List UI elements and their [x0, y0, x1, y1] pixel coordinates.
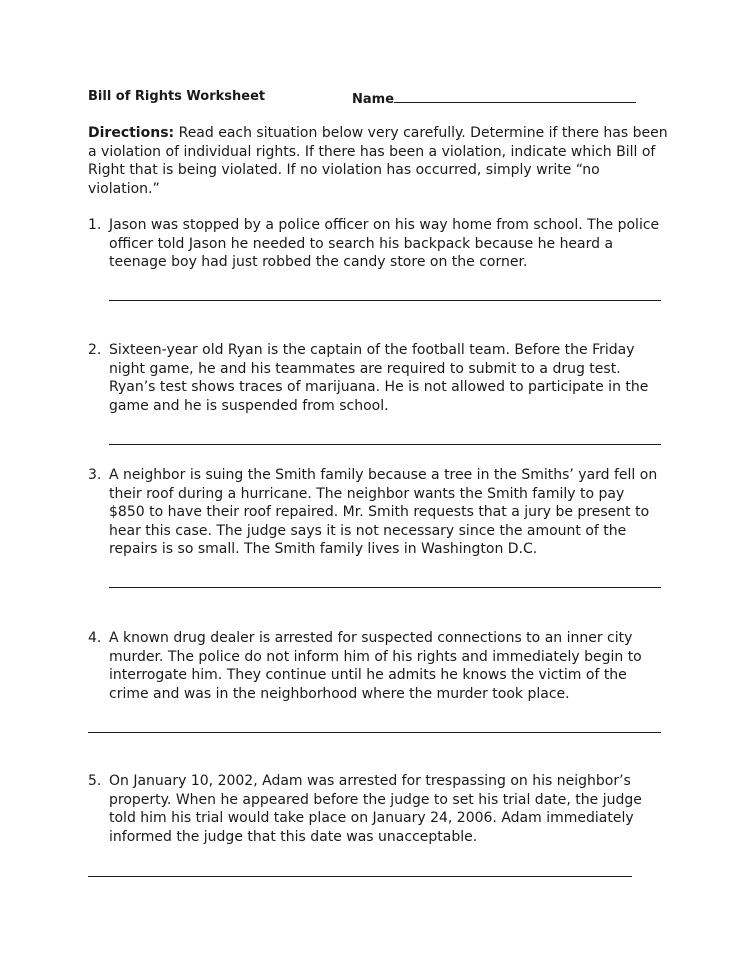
question-text: A neighbor is suing the Smith family because a tree in the Smiths’ yard fell on their roof during a hurricane. The neighbor wants the Smith family to pay $850 to have their roof repaired. Mr. Smith requests that a jury be present to hear this case. The judge says it is not necessary since the amount of the repairs is so small. The Smith family lives in Washington D.C. [109, 467, 658, 557]
question-text: A known drug dealer is arrested for suspected connections to an inner city murder. The police do not inform him of his rights and immediately begin to interrogate him. They continue until he admits he knows the victim of the crime and was in the neighborhood where the murder took place. [109, 630, 642, 702]
answer-line-1 [109, 300, 661, 301]
question-number: 5. [88, 773, 102, 789]
directions-text: Read each situation below very carefully. Determine if there has been a violation of individual rights. If there has been a violation, indicate which Bill of Right that is being violated. If no violation has occurred, simply write “no violation.” [88, 125, 668, 197]
answer-line-3 [109, 587, 661, 588]
answer-line-4 [88, 732, 661, 733]
question-text: On January 10, 2002, Adam was arrested for trespassing on his neighbor’s property. When he appeared before the judge to set his trial date, the judge told him his trial would take place on January 24, 2006. Adam immediately informed the judge that this date was unacceptable. [109, 773, 642, 845]
question-text: Jason was stopped by a police officer on his way home from school. The police officer told Jason he needed to search his backpack because he heard a teenage boy had just robbed the candy store on the corner. [109, 217, 660, 270]
question-text: Sixteen-year old Ryan is the captain of the football team. Before the Friday night game, he and his teammates are required to submit to a drug test. Ryan’s test shows traces of marijuana. He is not allowed to participate in the game and he is suspended from school. [109, 342, 649, 414]
question-number: 4. [88, 630, 102, 646]
name-label: Name [352, 92, 395, 107]
directions-paragraph [88, 124, 668, 198]
answer-line-5 [88, 876, 632, 877]
worksheet-title: Bill of Rights Worksheet [88, 89, 266, 104]
name-field [352, 89, 636, 107]
question-number: 2. [88, 342, 102, 358]
answer-line-2 [109, 444, 661, 445]
question-number: 1. [88, 217, 102, 233]
directions-label: Directions: [88, 125, 175, 141]
question-number: 3. [88, 467, 102, 483]
name-blank-line [394, 89, 636, 103]
